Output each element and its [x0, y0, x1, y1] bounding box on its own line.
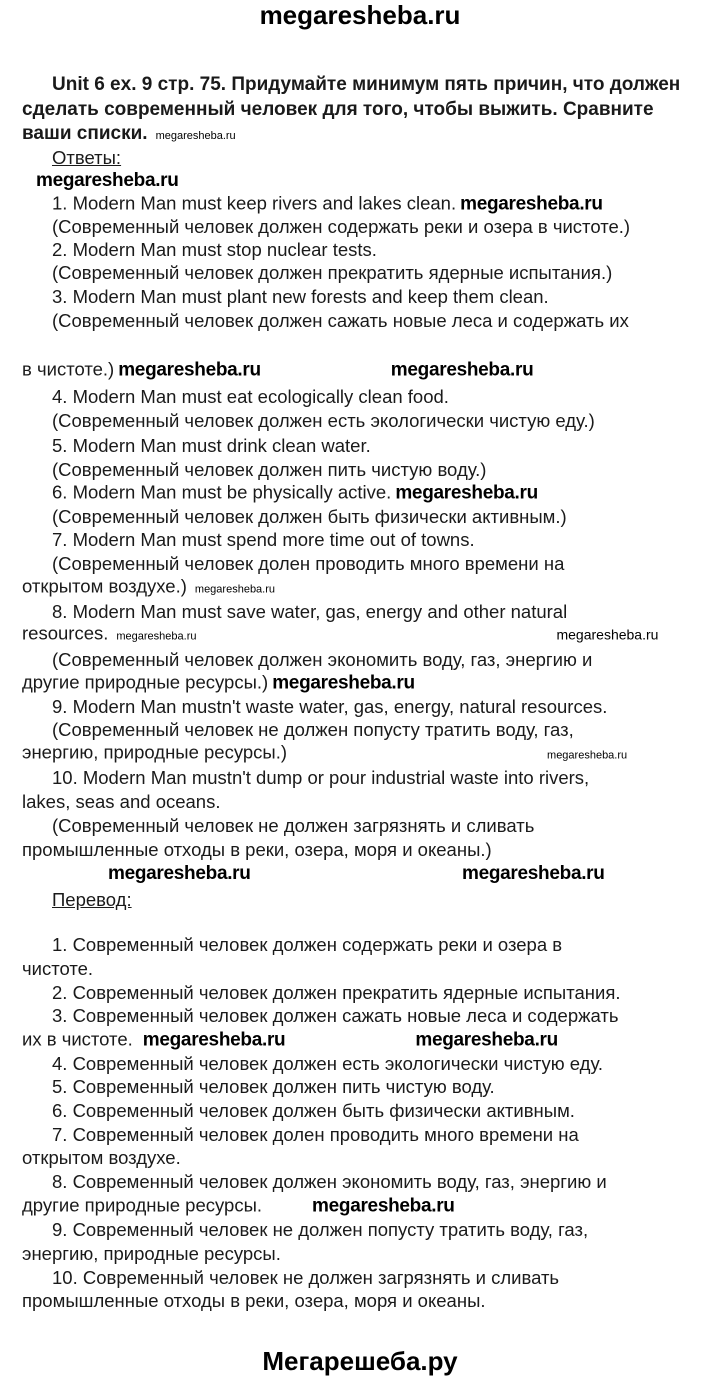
translation-line: их в чистоте.	[22, 1028, 133, 1050]
answer-line: (Современный человек должен есть экологически чистую еду.)	[52, 410, 595, 431]
title-row	[22, 123, 236, 147]
translation-line: 9. Современный человек не должен попусту тратить воду, газ,	[52, 1219, 589, 1240]
title-line: сделать современный человек для того, чтобы выжить. Сравните	[22, 99, 654, 120]
answer-line: 9. Modern Man mustn't waste water, gas, energy, natural resources.	[52, 696, 608, 717]
answer-line: (Современный человек должен прекратить ядерные испытания.)	[52, 262, 613, 283]
answer-line: 1. Modern Man must keep rivers and lakes clean.	[52, 192, 457, 214]
answers-label: Ответы:	[52, 147, 122, 168]
site-footer: Мегарешеба.ру	[262, 1346, 458, 1376]
site-header: megaresheba.ru	[259, 0, 461, 30]
answer-line: (Современный человек должен содержать реки и озера в чистоте.)	[52, 216, 631, 237]
watermark: megaresheba.ru	[556, 626, 659, 643]
answer-line: resources.	[22, 622, 109, 644]
answer-line: (Современный человек должен пить чистую воду.)	[52, 459, 487, 480]
answer-line: 6. Modern Man must be physically active.	[52, 481, 392, 503]
translation-line: 5. Современный человек должен пить чистую воду.	[52, 1076, 495, 1097]
answer-line: 8. Modern Man must save water, gas, energy and other natural	[52, 601, 568, 622]
answer-row	[22, 623, 658, 648]
answer-row	[52, 193, 603, 216]
answer-line: в чистоте.)	[22, 358, 115, 380]
translation-line: 2. Современный человек должен прекратить ядерные испытания.	[52, 982, 621, 1003]
answer-line: (Современный человек должен быть физически активным.)	[52, 506, 567, 527]
translation-line: 3. Современный человек должен сажать новые леса и содержать	[52, 1005, 619, 1026]
answer-line: (Современный человек не должен загрязнять и сливать	[52, 815, 535, 836]
watermark: megaresheba.ru	[194, 583, 276, 596]
watermark: megaresheba.ru	[116, 630, 197, 643]
translation-row	[22, 1195, 455, 1218]
answer-row	[22, 576, 275, 601]
watermark: megaresheba.ru	[390, 359, 534, 381]
watermark: megaresheba.ru	[272, 672, 415, 694]
translation-line: 4. Современный человек должен есть экологически чистую еду.	[52, 1053, 603, 1074]
answer-line: промышленные отходы в реки, озера, моря и океаны.)	[22, 839, 492, 860]
watermark: megaresheba.ru	[155, 130, 236, 142]
answer-line: 2. Modern Man must stop nuclear tests.	[52, 239, 377, 260]
answer-line: 10. Modern Man mustn't dump or pour industrial waste into rivers,	[52, 767, 590, 788]
answer-row	[22, 742, 627, 767]
watermark: megaresheba.ru	[36, 170, 179, 191]
answer-line: (Современный человек должен экономить воду, газ, энергию и	[52, 649, 593, 670]
watermark: megaresheba.ru	[108, 863, 251, 884]
translation-line: чистоте.	[22, 958, 94, 979]
answer-line: (Современный человек не должен попусту тратить воду, газ,	[52, 719, 574, 740]
translation-line: 7. Современный человек долен проводить много времени на	[52, 1124, 579, 1145]
translation-label: Перевод:	[52, 889, 132, 910]
translation-line: 8. Современный человек должен экономить воду, газ, энергию и	[52, 1171, 607, 1192]
answer-line: другие природные ресурсы.)	[22, 671, 269, 693]
title-line: Unit 6 ex. 9 стр. 75. Придумайте минимум пять причин, что должен	[52, 74, 681, 95]
translation-line: 10. Современный человек не должен загрязнять и сливать	[52, 1267, 560, 1288]
watermark: megaresheba.ru	[395, 482, 538, 504]
watermark: megaresheba.ru	[142, 1029, 286, 1051]
translation-line: открытом воздухе.	[22, 1147, 181, 1168]
answer-line: 5. Modern Man must drink clean water.	[52, 435, 371, 456]
watermark: megaresheba.ru	[460, 193, 603, 215]
answer-line: 3. Modern Man must plant new forests and keep them clean.	[52, 286, 549, 307]
answer-line: 4. Modern Man must eat ecologically clean food.	[52, 386, 449, 407]
answer-row	[52, 482, 538, 505]
answer-line: энергию, природные ресурсы.)	[22, 741, 288, 763]
translation-line: 6. Современный человек должен быть физически активным.	[52, 1100, 575, 1121]
translation-row	[22, 1029, 558, 1052]
watermark: megaresheba.ru	[547, 749, 628, 762]
answer-line: 7. Modern Man must spend more time out of towns.	[52, 529, 475, 550]
translation-line: энергию, природные ресурсы.	[22, 1243, 281, 1264]
answer-line: открытом воздухе.)	[22, 575, 187, 597]
watermark: megaresheba.ru	[462, 863, 605, 884]
translation-line: 1. Современный человек должен содержать реки и озера в	[52, 934, 563, 955]
watermark: megaresheba.ru	[415, 1029, 558, 1051]
translation-line: другие природные ресурсы.	[22, 1194, 263, 1216]
title-line: ваши списки.	[22, 123, 148, 144]
answer-row	[22, 359, 533, 382]
answer-row	[22, 672, 415, 695]
answer-line: (Современный человек долен проводить много времени на	[52, 553, 565, 574]
answer-line: (Современный человек должен сажать новые леса и содержать их	[52, 310, 629, 331]
translation-line: промышленные отходы в реки, озера, моря и океаны.	[22, 1290, 486, 1311]
watermark: megaresheba.ru	[312, 1195, 455, 1217]
watermark: megaresheba.ru	[118, 359, 261, 381]
answer-line: lakes, seas and oceans.	[22, 791, 221, 812]
